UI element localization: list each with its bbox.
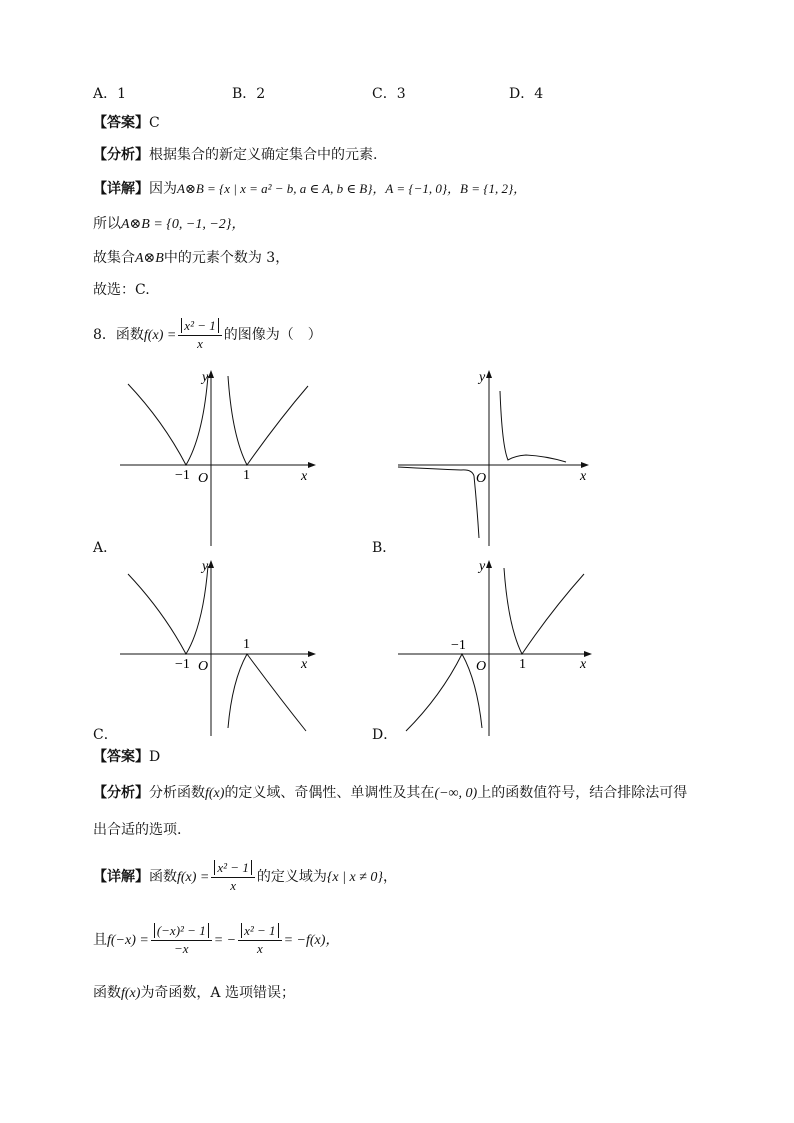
count-text-end: 中的元素个数为 3，	[163, 250, 290, 266]
detail-text-b: 的定义域为	[256, 869, 327, 885]
q8-odd-conclusion	[93, 983, 295, 1004]
analysis-tag: 【分析】	[93, 147, 149, 163]
detail-domain: {x | x ≠ 0}	[326, 870, 383, 885]
analysis-tag: 【分析】	[93, 785, 149, 801]
graph-b	[396, 366, 596, 550]
graph-a	[118, 366, 323, 550]
stem-numerator: x² − 1	[181, 318, 218, 333]
neg-denominator: −x	[173, 941, 189, 956]
q7-count	[93, 248, 289, 269]
answer-tag: 【答案】	[93, 749, 149, 765]
eq-end: = −f(x)，	[283, 933, 340, 948]
q8-oddness	[93, 922, 339, 959]
graph-c-label: C．	[93, 727, 118, 743]
x-label: x	[301, 657, 308, 672]
option-d: D．4	[509, 86, 544, 102]
neg1-label: −1	[175, 657, 190, 672]
graph-d	[396, 556, 596, 738]
q7-analysis	[93, 145, 377, 165]
answer-value: C	[149, 115, 160, 131]
neg-numerator-2: x² − 1	[241, 923, 278, 938]
y-label: y	[202, 559, 209, 574]
analysis-func: f(x)	[205, 786, 225, 801]
option-a: A．1	[93, 86, 127, 102]
q8-analysis-cont: 出合适的选项.	[93, 822, 182, 838]
y-label: y	[202, 370, 209, 385]
and-text: 且	[93, 932, 107, 948]
graph-b-label: B．	[372, 540, 397, 556]
neg1-label: −1	[451, 638, 466, 653]
detail-fraction	[211, 860, 254, 894]
x-label: x	[301, 469, 308, 484]
detail-prefix: 因为	[149, 181, 177, 197]
stem-func: f(x) =	[143, 328, 177, 343]
origin-label: O	[198, 659, 209, 674]
neg-denominator-2: x	[256, 941, 263, 956]
neg-fraction-2	[238, 923, 281, 957]
q7-answer	[93, 113, 160, 133]
answer-tag: 【答案】	[93, 115, 149, 131]
x-label: x	[580, 469, 587, 484]
detail-denominator: x	[230, 878, 236, 893]
count-expr: A⊗B	[135, 251, 164, 266]
analysis-text-c: 上的函数值符号，结合排除法可得	[477, 785, 688, 801]
detail-numerator: x² − 1	[214, 860, 251, 875]
detail-tag: 【详解】	[93, 181, 149, 197]
so-expr: A⊗B = {0, −1, −2}，	[121, 217, 246, 232]
count-text: 故集合	[93, 250, 135, 266]
origin-label: O	[476, 659, 487, 674]
graph-a-label: A．	[93, 540, 118, 556]
set-definition: A⊗B = {x | x = a² − b, a ∈ A, b ∈ B}	[177, 181, 373, 196]
pos1-label: 1	[243, 637, 250, 652]
set-values: ，A = {−1, 0}，B = {1, 2}，	[372, 181, 527, 196]
q7-choose: 故选：C.	[93, 282, 150, 298]
pos1-label: 1	[519, 657, 526, 672]
analysis-text: 根据集合的新定义确定集合中的元素.	[149, 147, 378, 163]
odd-text-b: 为奇函数，A 选项错误；	[140, 985, 295, 1001]
graph-d-label: D．	[372, 727, 398, 743]
q7-so	[93, 214, 245, 235]
q8-answer	[93, 747, 160, 767]
stem-prefix: 8．函数	[93, 327, 144, 343]
odd-func: f(x)	[121, 986, 141, 1001]
analysis-interval: (−∞, 0)	[434, 786, 478, 801]
detail-text-c: ，	[383, 869, 397, 885]
neg1-label: −1	[175, 468, 190, 483]
stem-fraction	[178, 318, 221, 352]
stem-suffix: 的图像为（ ）	[223, 327, 322, 343]
answer-value: D	[149, 749, 161, 765]
graph-c	[118, 556, 323, 738]
neg-func: f(−x) =	[107, 933, 149, 948]
neg-fraction	[151, 923, 212, 957]
so-prefix: 所以	[93, 216, 121, 232]
analysis-text-a: 分析函数	[149, 785, 205, 801]
q8-detail	[93, 860, 397, 895]
option-b: B．2	[232, 86, 266, 102]
origin-label: O	[476, 471, 487, 486]
x-label: x	[580, 657, 587, 672]
stem-denominator: x	[197, 336, 203, 351]
y-label: y	[479, 370, 486, 385]
origin-label: O	[198, 471, 209, 486]
q7-detail	[93, 179, 526, 199]
detail-text-a: 函数	[149, 869, 177, 885]
analysis-text-b: 的定义域、奇偶性、单调性及其在	[224, 785, 435, 801]
eq-mid: = −	[213, 933, 237, 948]
odd-text-a: 函数	[93, 985, 121, 1001]
option-c: C．3	[372, 86, 406, 102]
neg-numerator: (−x)² − 1	[154, 923, 209, 938]
detail-tag: 【详解】	[93, 869, 149, 885]
pos1-label: 1	[243, 468, 250, 483]
detail-func: f(x) =	[177, 870, 210, 885]
q8-stem	[93, 318, 322, 353]
y-label: y	[479, 559, 486, 574]
q8-analysis	[93, 783, 687, 804]
